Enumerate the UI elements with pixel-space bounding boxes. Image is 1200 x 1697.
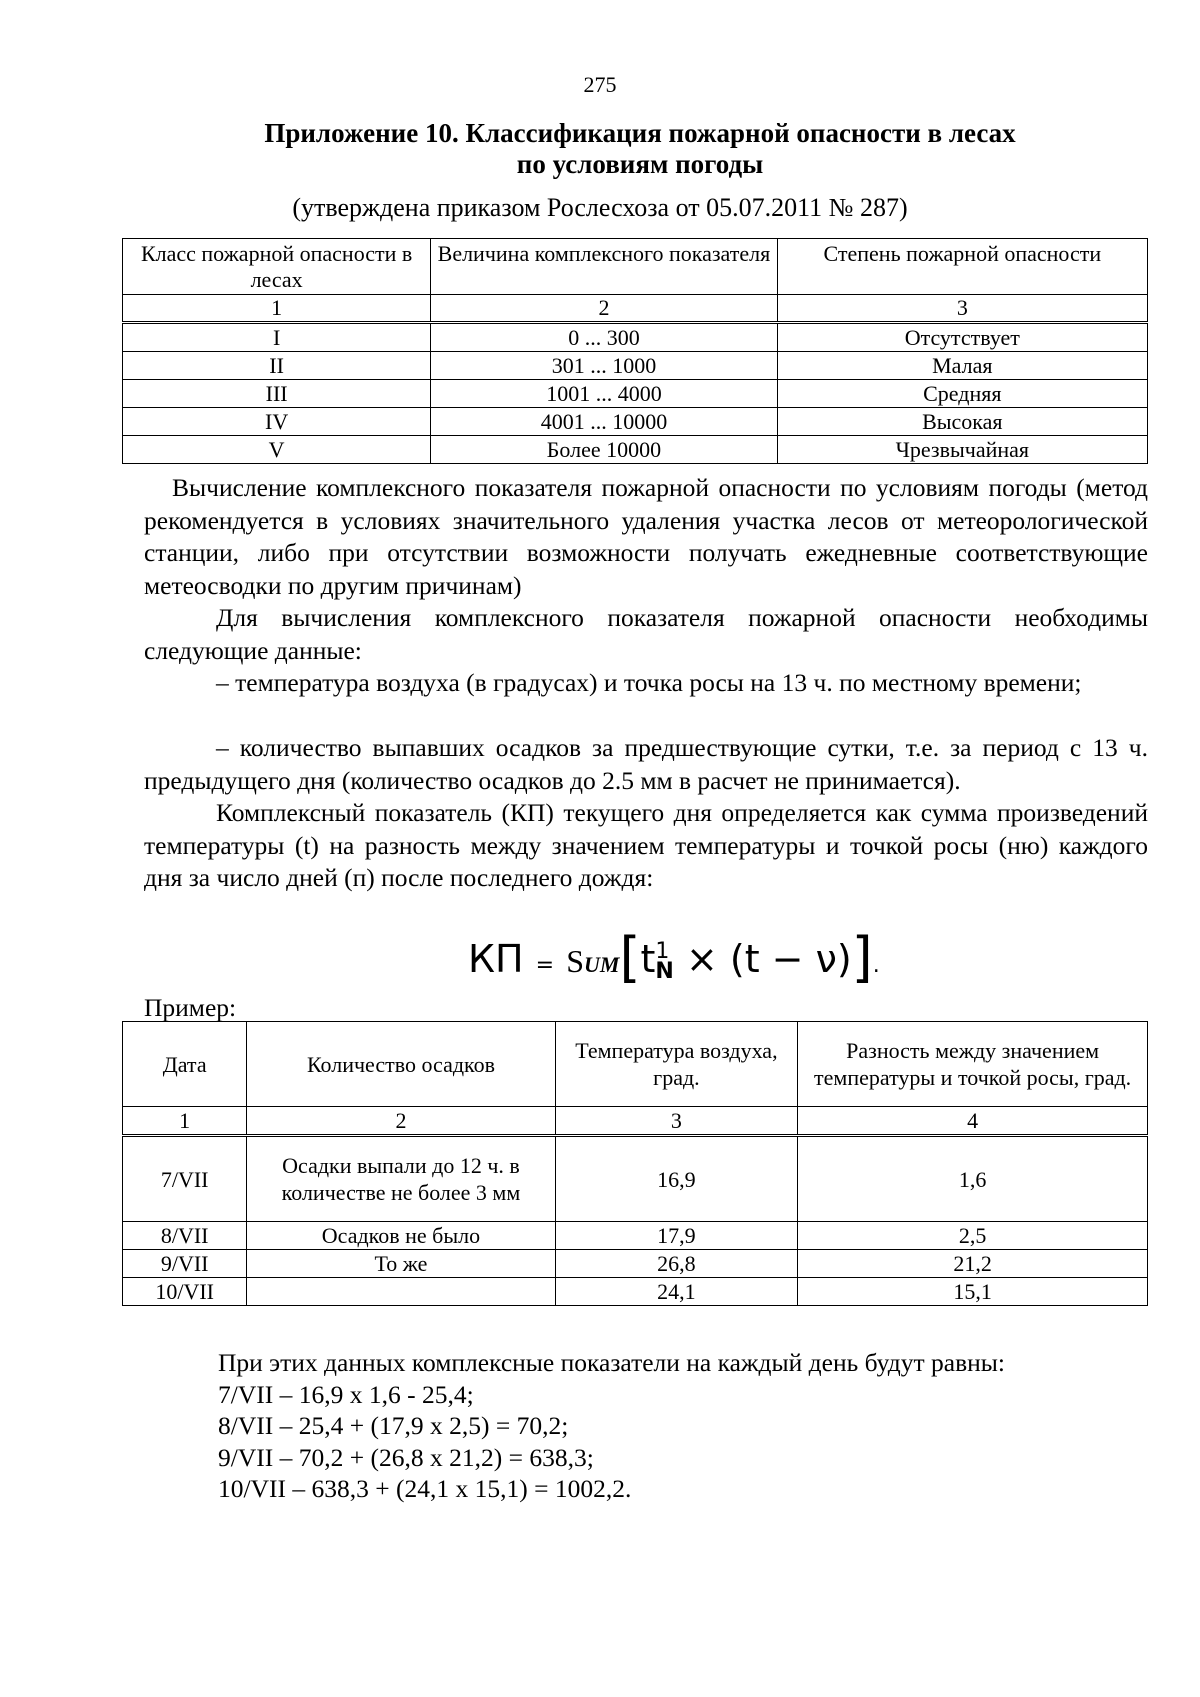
table-header-row <box>123 1022 1148 1107</box>
calculation-intro: При этих данных комплексные показатели на каждый день будут равны: <box>218 1348 1005 1377</box>
paragraph-required-data: Для вычисления комплексного показателя пожарной опасности необходимы следующие данные: <box>144 603 1148 665</box>
column-number: 3 <box>777 295 1147 323</box>
formula-bracket-close: ] <box>851 926 873 989</box>
table-cell: II <box>123 352 431 380</box>
table-header-cell: Количество осадков <box>247 1022 555 1107</box>
table-cell: 2,5 <box>798 1222 1148 1250</box>
example-label: Пример: <box>144 993 237 1022</box>
table-cell: I <box>123 323 431 352</box>
calculation-line: 7/VII – 16,9 х 1,6 - 25,4; <box>218 1379 474 1409</box>
column-number: 2 <box>247 1107 555 1136</box>
table-cell: 21,2 <box>798 1250 1148 1278</box>
table-cell: Более 10000 <box>431 436 777 464</box>
formula-t: t <box>640 937 656 981</box>
formula-times: × <box>685 937 718 981</box>
table-row <box>123 1222 1148 1250</box>
title-line-2: по условиям погоды <box>516 149 764 179</box>
table-cell: 24,1 <box>555 1278 798 1306</box>
table-cell: Осадков не было <box>247 1222 555 1250</box>
formula-sum-s: S <box>566 943 584 979</box>
table-cell: Средняя <box>777 380 1147 408</box>
table-cell: 16,9 <box>555 1136 798 1222</box>
calculation-block <box>218 1347 1005 1505</box>
table-header-cell: Класс пожарной опасности в лесах <box>123 239 431 295</box>
table-cell: V <box>123 436 431 464</box>
table-row <box>123 352 1148 380</box>
formula-sum-um: UM <box>583 952 620 977</box>
title-line-1: Приложение 10. Классификация пожарной опасности в лесах <box>264 118 1016 148</box>
column-number: 3 <box>555 1107 798 1136</box>
table-cell: 1,6 <box>798 1136 1148 1222</box>
table-cell: 17,9 <box>555 1222 798 1250</box>
formula-dot: . <box>872 953 880 978</box>
table-row <box>123 323 1148 352</box>
table-row <box>123 408 1148 436</box>
calculation-line: 10/VII – 638,3 + (24,1 х 15,1) = 1002,2. <box>218 1474 632 1503</box>
column-number: 1 <box>123 1107 247 1136</box>
table-header-cell: Дата <box>123 1022 247 1107</box>
table-cell: III <box>123 380 431 408</box>
formula-bracket-open: [ <box>619 926 641 989</box>
formula-indices <box>655 938 674 984</box>
formula-sum <box>566 943 619 979</box>
table-header-cell: Величина комплексного показателя <box>431 239 777 295</box>
calculation-line: 9/VII – 70,2 + (26,8 х 21,2) = 638,3; <box>218 1442 594 1472</box>
table-cell: Осадки выпали до 12 ч. в количестве не более 3 мм <box>247 1136 555 1222</box>
column-number: 4 <box>798 1107 1148 1136</box>
page-number: 275 <box>583 72 617 97</box>
complex-index-formula <box>468 926 880 989</box>
table-cell: IV <box>123 408 431 436</box>
paragraph-definition: Комплексный показатель (КП) текущего дня определяется как сумма произведений температуры (t) на разность между значением температуры и точкой росы (ню) каждого дня за число дней (п) после последнего дождя: <box>144 798 1148 892</box>
table-cell: 1001 ... 4000 <box>431 380 777 408</box>
example-table <box>122 1021 1148 1306</box>
table-cell: 7/VII <box>123 1136 247 1222</box>
document-title <box>200 118 1080 180</box>
document-subtitle: (утверждена приказом Рослесхоза от 05.07.2011 № 287) <box>292 193 908 222</box>
table-column-numbers-row <box>123 295 1148 323</box>
fire-danger-class-table <box>122 238 1148 464</box>
table-header-cell: Разность между значением температуры и точкой росы, град. <box>798 1022 1148 1107</box>
table-header-row <box>123 239 1148 295</box>
formula-lhs: КП <box>468 937 524 981</box>
table-header-cell: Температура воздуха, град. <box>555 1022 798 1107</box>
table-row <box>123 1250 1148 1278</box>
table-cell: Высокая <box>777 408 1147 436</box>
list-item-temperature: – температура воздуха (в градусах) и точка росы на 13 ч. по местному времени; <box>216 668 1082 697</box>
table-cell: Отсутствует <box>777 323 1147 352</box>
table-row <box>123 436 1148 464</box>
table-cell: Малая <box>777 352 1147 380</box>
table-cell: 26,8 <box>555 1250 798 1278</box>
formula-superscript: 1 <box>655 938 670 964</box>
table-cell: 10/VII <box>123 1278 247 1306</box>
list-item-precipitation: – количество выпавших осадков за предшествующие сутки, т.е. за период с 13 ч. предыдущего дня (количество осадков до 2.5 мм в расчет не принимается). <box>144 733 1148 795</box>
table-cell: 9/VII <box>123 1250 247 1278</box>
table-cell: 8/VII <box>123 1222 247 1250</box>
table-cell: 0 ... 300 <box>431 323 777 352</box>
table-header-cell: Степень пожарной опасности <box>777 239 1147 295</box>
formula-equals: = <box>535 953 555 978</box>
table-cell: То же <box>247 1250 555 1278</box>
formula-subscript: N <box>655 958 674 984</box>
table-column-numbers-row <box>123 1107 1148 1136</box>
paragraph-method: Вычисление комплексного показателя пожарной опасности по условиям погоды (метод рекомендуется в условиях значительного удаления участка лесов от метеорологической станции, либо при отсутствии возможности получать ежедневные соответствующие метеосводки по другим причинам) <box>144 473 1148 600</box>
table-row <box>123 1278 1148 1306</box>
column-number: 2 <box>431 295 777 323</box>
table-cell: Чрезвычайная <box>777 436 1147 464</box>
table-cell: 301 ... 1000 <box>431 352 777 380</box>
calculation-line: 8/VII – 25,4 + (17,9 х 2,5) = 70,2; <box>218 1411 569 1440</box>
column-number: 1 <box>123 295 431 323</box>
table-cell <box>247 1278 555 1306</box>
table-cell: 15,1 <box>798 1278 1148 1306</box>
table-row <box>123 380 1148 408</box>
table-cell: 4001 ... 10000 <box>431 408 777 436</box>
formula-parenthesis: (t − ν) <box>729 937 852 981</box>
table-row <box>123 1136 1148 1222</box>
